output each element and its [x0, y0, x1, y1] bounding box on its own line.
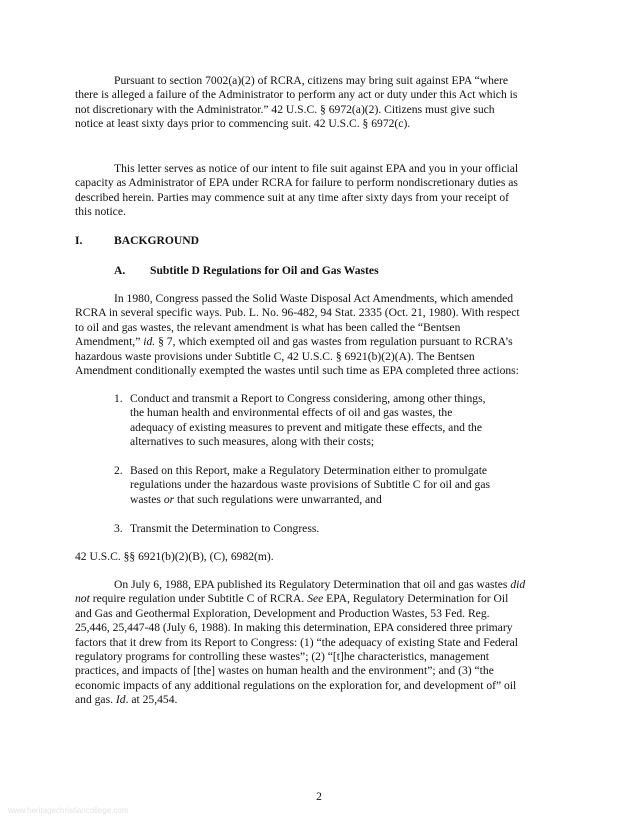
subsection-number: A.: [114, 264, 126, 277]
text-line: described herein. Parties may commence suit at any time after sixty days from your receipt of: [75, 190, 509, 204]
text-line: [75, 578, 570, 592]
text-line: factors that it drew from its Report to Congress: (1) “the adequacy of existing State and Federal: [75, 635, 519, 649]
list-item-body: [130, 392, 486, 450]
text-line: capacity as Administrator of EPA under RCRA for failure to perform nondiscretionary duties as: [75, 176, 518, 190]
text-line: there is alleged a failure of the Administrator to perform any act or duty under this Act which is: [75, 88, 518, 102]
text-line: regulatory programs for controlling these wastes”; (2) “[t]he characteristics, management: [75, 650, 489, 664]
paragraph-citizen-suit: [75, 74, 570, 132]
text-line: to oil and gas wastes, the relevant amendment is what has been called the “Bentsen: [75, 320, 461, 334]
text-line: [75, 693, 570, 707]
list-number: 3.: [114, 522, 123, 535]
paragraph-1988-determination: [75, 578, 570, 708]
text-line: practices, and impacts of [the] wastes on human health and the environment”; and (3) “the: [75, 664, 494, 678]
section-number: I.: [75, 234, 83, 247]
text-run: EPA, Regulatory Determination for Oil: [323, 592, 509, 606]
paragraph-notice-intent: [75, 162, 570, 220]
italic-signal: See: [307, 592, 324, 606]
list-number: 2.: [114, 464, 123, 477]
italic-emphasis: did: [510, 578, 526, 591]
text-line: adequacy of existing measures to prevent and mitigate these effects, and the: [130, 420, 482, 434]
text-line: [75, 592, 570, 606]
text-line: 42 U.S.C. §§ 6921(b)(2)(B), (C), 6982(m).: [75, 550, 274, 563]
italic-emphasis: not: [75, 592, 90, 606]
text-run: and gas.: [75, 693, 116, 707]
text-line: RCRA in several specific ways. Pub. L. No. 96-482, 94 Stat. 2335 (Oct. 21, 1980). With respect: [75, 306, 520, 320]
text-line: notice at least sixty days prior to commencing suit. 42 U.S.C. § 6972(c).: [75, 117, 411, 131]
watermark-text: www.heritagechristiancollege.com: [8, 806, 129, 815]
page-number: 2: [316, 790, 322, 803]
text-line: Conduct and transmit a Report to Congress considering, among other things,: [130, 392, 486, 405]
text-line: Pursuant to section 7002(a)(2) of RCRA, citizens may bring suit against EPA “where: [114, 74, 509, 87]
text-line: this notice.: [75, 205, 126, 219]
text-run: that such regulations were unwarranted, and: [174, 492, 382, 506]
text-line: [130, 493, 490, 507]
text-line: Amendment conditionally exempted the wastes until such time as EPA completed three actions:: [75, 364, 519, 378]
text-line: In 1980, Congress passed the Solid Waste Disposal Act Amendments, which amended: [114, 292, 514, 305]
text-line: hazardous waste provisions under Subtitle C, 42 U.S.C. § 6921(b)(2)(A). The Bentsen: [75, 349, 475, 363]
text-run: § 7, which exempted oil and gas wastes from regulation pursuant to RCRA’s: [155, 335, 513, 349]
italic-citation: id.: [143, 335, 156, 349]
text-line: not discretionary with the Administrator.” 42 U.S.C. § 6972(a)(2). Citizens must give such: [75, 102, 495, 116]
italic-emphasis: or: [163, 492, 175, 506]
paragraph-1980-amendments: [75, 292, 570, 378]
section-title: BACKGROUND: [114, 234, 200, 247]
list-item-body: [130, 522, 319, 536]
text-run: On July 6, 1988, EPA published its Regulatory Determination that oil and gas wastes: [114, 578, 511, 591]
text-line: the human health and environmental effects of oil and gas wastes, the: [130, 406, 453, 420]
text-run: . at 25,454.: [125, 693, 178, 707]
italic-citation: Id: [115, 693, 126, 707]
text-line: economic impacts of any additional regulations on the exploration for, and development of” oil: [75, 678, 517, 692]
text-line: and Gas and Geothermal Exploration, Development and Production Wastes, 53 Fed. Reg.: [75, 606, 490, 620]
list-number: 1.: [114, 392, 123, 405]
text-line: 25,446, 25,447-48 (July 6, 1988). In making this determination, EPA considered three primary: [75, 621, 513, 635]
text-line: regulations under the hazardous waste provisions of Subtitle C for oil and gas: [130, 478, 490, 492]
text-line: [75, 335, 570, 349]
text-line: Based on this Report, make a Regulatory Determination either to promulgate: [130, 464, 488, 477]
text-run: Amendment,”: [75, 335, 144, 349]
statute-citation: [75, 550, 570, 564]
text-line: This letter serves as notice of our intent to file suit against EPA and you in your official: [114, 162, 519, 175]
text-run: require regulation under Subtitle C of RCRA.: [89, 592, 308, 606]
subsection-title: Subtitle D Regulations for Oil and Gas Wastes: [150, 264, 379, 277]
text-run: wastes: [130, 492, 164, 506]
text-line: Transmit the Determination to Congress.: [130, 522, 320, 535]
list-item-body: [130, 464, 490, 507]
text-line: alternatives to such measures, along with their costs;: [130, 435, 375, 449]
